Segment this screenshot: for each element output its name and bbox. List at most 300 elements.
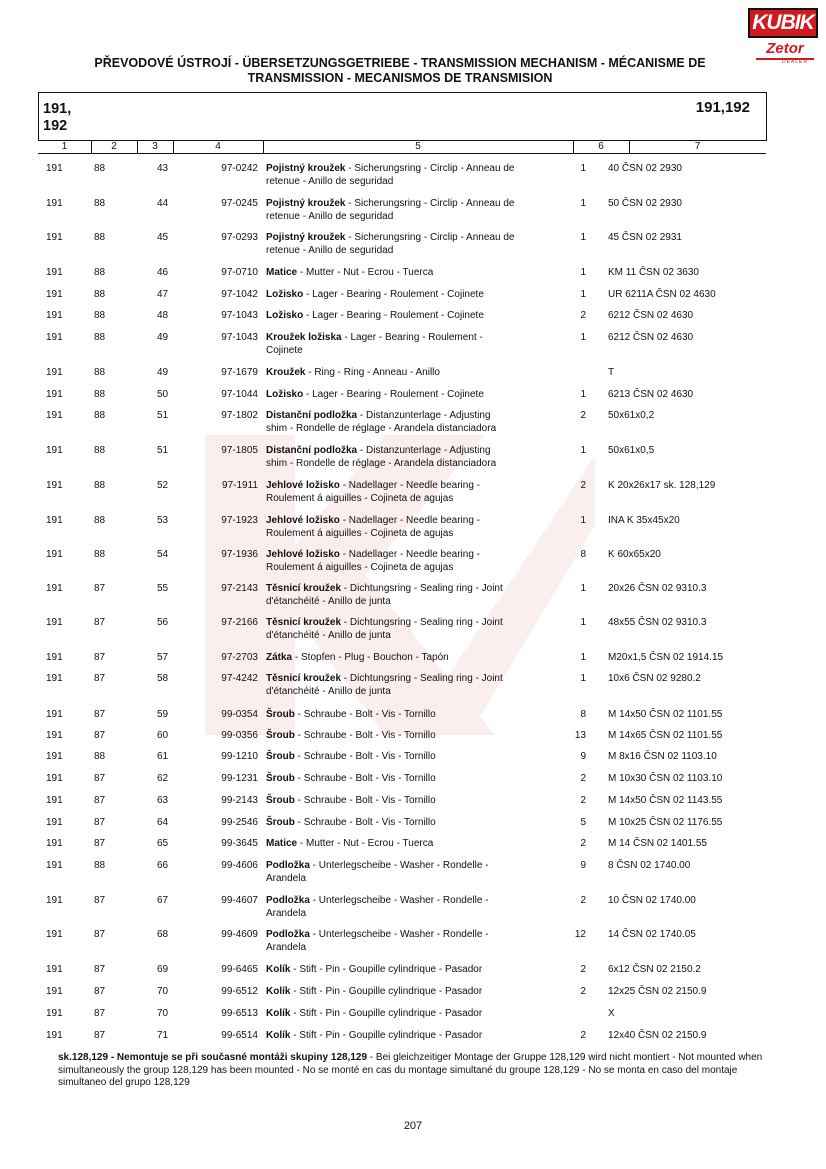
part-translation: - Sicherungsring - Circlip - Anneau de [345,163,515,174]
cell-specification: X [608,1008,615,1019]
part-name: Ložisko [266,310,304,321]
part-translation: - Unterlegscheibe - Washer - Rondelle - [309,895,489,906]
cell-description [266,309,556,322]
cell-col-1: 191 [46,673,63,684]
cell-description [266,266,556,279]
cell-col-3: 60 [157,730,169,741]
cell-description [266,963,556,976]
cell-col-1: 191 [46,480,63,491]
part-name: Šroub [266,795,295,806]
cell-description [266,331,556,357]
cell-col-3: 66 [157,860,169,871]
cell-specification: M 14 ČSN 02 1401.55 [608,838,707,849]
cell-description [266,729,556,742]
page-title-line-2: TRANSMISSION - MECANISMOS DE TRANSMISION [247,71,553,85]
part-name: Těsnicí kroužek [266,583,342,594]
cell-col-2: 88 [94,515,106,526]
cell-col-3: 67 [157,895,169,906]
cell-col-3: 65 [157,838,169,849]
cell-specification: 6212 ČSN 02 4630 [608,310,694,321]
part-translation: - Mutter - Nut - Ecrou - Tuerca [297,267,434,278]
cell-col-1: 191 [46,289,63,300]
part-translation: - Lager - Bearing - Roulement - [341,332,483,343]
cell-col-1: 191 [46,267,63,278]
cell-part-number: 99-6513 [221,1008,258,1019]
cell-quantity: 1 [580,232,586,243]
part-name: Podložka [266,860,310,871]
part-translation: - Schraube - Bolt - Vis - Tornillo [294,709,436,720]
cell-description [266,616,556,642]
cell-col-1: 191 [46,232,63,243]
part-translation: - Dichtungsring - Sealing ring - Joint [341,673,503,684]
cell-specification: M 8x16 ČSN 02 1103.10 [608,751,717,762]
cell-col-1: 191 [46,445,63,456]
part-name: Ložisko [266,389,304,400]
group-number-left-line-2: 192 [43,118,68,134]
part-translation-cont: retenue - Anillo de seguridad [266,211,394,222]
cell-quantity: 1 [580,289,586,300]
column-header-2: 2 [111,141,117,152]
cell-part-number: 97-1805 [221,445,258,456]
footnote-text: - Bei gleichzeitiger Montage der Gruppe 128,129 wird nicht montiert - Not mounted when simultaneously the group 128,129 has been mounted - No se monté en cas du montage simultané du groupe 128,129 - No se monta en caso del montaje simultaneo del grupo 128,129 [58,1052,763,1088]
cell-part-number: 99-1210 [221,751,258,762]
cell-col-1: 191 [46,860,63,871]
cell-col-1: 191 [46,367,63,378]
cell-col-2: 87 [94,964,106,975]
cell-description [266,985,556,998]
part-translation: - Distanzunterlage - Adjusting [357,410,491,421]
cell-part-number: 99-2546 [221,817,258,828]
part-translation: - Ring - Ring - Anneau - Anillo [305,367,440,378]
footnote-bold: sk.128,129 - Nemontuje se při současné montáži skupiny 128,129 [58,1052,368,1063]
part-translation-cont: Cojinete [266,345,303,356]
part-translation: - Lager - Bearing - Roulement - Cojinete [303,389,484,400]
column-header-6: 6 [598,141,604,152]
part-name: Podložka [266,929,310,940]
cell-col-2: 88 [94,410,106,421]
cell-description [266,444,556,470]
cell-col-3: 61 [157,751,169,762]
cell-description [266,548,556,574]
cell-part-number: 97-1043 [221,310,258,321]
cell-specification: INA K 35x45x20 [608,515,680,526]
cell-col-1: 191 [46,709,63,720]
cell-col-3: 68 [157,929,169,940]
cell-part-number: 99-1231 [221,773,258,784]
cell-specification: M 14x50 ČSN 02 1143.55 [608,795,723,806]
cell-col-2: 88 [94,163,106,174]
cell-specification: KM 11 ČSN 02 3630 [608,267,699,278]
cell-description [266,894,556,920]
cell-description [266,388,556,401]
cell-col-2: 88 [94,480,106,491]
cell-description [266,288,556,301]
cell-part-number: 99-0354 [221,709,258,720]
part-name: Zátka [266,652,293,663]
cell-specification: 12x25 ČSN 02 2150.9 [608,986,707,997]
part-translation: - Distanzunterlage - Adjusting [357,445,491,456]
part-name: Kolík [266,964,291,975]
cell-description [266,231,556,257]
cell-description [266,794,556,807]
cell-col-1: 191 [46,549,63,560]
cell-part-number: 97-1044 [221,389,258,400]
cell-col-2: 87 [94,838,106,849]
part-translation: - Unterlegscheibe - Washer - Rondelle - [309,860,489,871]
part-translation-cont: shim - Rondelle de réglage - Arandela distanciadora [266,423,497,434]
part-name: Pojistný kroužek [266,163,346,174]
kubik-zetor-logo [748,8,818,68]
cell-col-3: 43 [157,163,169,174]
cell-quantity: 2 [580,986,586,997]
cell-quantity: 9 [580,860,586,871]
cell-col-3: 53 [157,515,169,526]
cell-specification: 6x12 ČSN 02 2150.2 [608,964,701,975]
cell-specification: T [608,367,615,378]
cell-col-1: 191 [46,986,63,997]
cell-quantity: 2 [580,310,586,321]
cell-col-3: 70 [157,1008,169,1019]
part-name: Pojistný kroužek [266,232,346,243]
cell-part-number: 99-4607 [221,895,258,906]
cell-col-1: 191 [46,795,63,806]
cell-specification: 50x61x0,2 [608,410,655,421]
part-translation-cont: Roulement á aiguilles - Cojineta de agujas [266,562,454,573]
cell-specification: 12x40 ČSN 02 2150.9 [608,1030,707,1041]
part-name: Šroub [266,773,295,784]
cell-col-1: 191 [46,817,63,828]
cell-quantity: 12 [574,929,586,940]
cell-part-number: 99-6465 [221,964,258,975]
cell-col-2: 88 [94,389,106,400]
part-translation: - Stift - Pin - Goupille cylindrique - Pasador [290,964,483,975]
cell-col-2: 87 [94,617,106,628]
cell-quantity: 2 [580,1030,586,1041]
cell-col-2: 87 [94,709,106,720]
cell-quantity: 2 [580,480,586,491]
cell-quantity: 9 [580,751,586,762]
page-number: 207 [403,1120,423,1132]
cell-quantity: 2 [580,773,586,784]
part-translation-cont: retenue - Anillo de seguridad [266,176,394,187]
cell-col-1: 191 [46,515,63,526]
cell-part-number: 99-6514 [221,1030,258,1041]
part-translation-cont: Roulement á aiguilles - Cojineta de agujas [266,493,454,504]
cell-quantity: 1 [580,389,586,400]
part-translation: - Schraube - Bolt - Vis - Tornillo [294,751,436,762]
cell-col-2: 87 [94,583,106,594]
part-translation: - Lager - Bearing - Roulement - Cojinete [303,289,484,300]
part-translation: - Sicherungsring - Circlip - Anneau de [345,232,515,243]
cell-part-number: 97-0710 [221,267,258,278]
cell-part-number: 99-0356 [221,730,258,741]
cell-specification: 10 ČSN 02 1740.00 [608,895,696,906]
column-header-3: 3 [152,141,158,152]
cell-col-3: 44 [157,198,169,209]
cell-quantity: 2 [580,895,586,906]
cell-part-number: 97-1043 [221,332,258,343]
cell-col-2: 87 [94,652,106,663]
cell-col-3: 48 [157,310,169,321]
cell-part-number: 97-4242 [221,673,258,684]
part-name: Jehlové ložisko [266,549,340,560]
cell-description [266,859,556,885]
cell-col-2: 87 [94,730,106,741]
kubik-logo-text: KUBIK [748,8,818,38]
cell-col-3: 58 [157,673,169,684]
cell-specification: K 60x65x20 [608,549,661,560]
cell-quantity: 1 [580,198,586,209]
cell-part-number: 97-2166 [221,617,258,628]
cell-specification: UR 6211A ČSN 02 4630 [608,289,716,300]
cell-col-1: 191 [46,198,63,209]
cell-col-3: 45 [157,232,169,243]
cell-description [266,750,556,763]
cell-specification: 48x55 ČSN 02 9310.3 [608,617,707,628]
cell-quantity: 1 [580,163,586,174]
cell-quantity: 13 [574,730,586,741]
cell-description [266,928,556,954]
cell-quantity: 2 [580,964,586,975]
part-translation: - Nadellager - Needle bearing - [339,549,480,560]
dealer-logo-text: DEALER [782,59,809,65]
cell-part-number: 97-1042 [221,289,258,300]
cell-col-1: 191 [46,332,63,343]
cell-col-2: 87 [94,673,106,684]
part-translation: - Schraube - Bolt - Vis - Tornillo [294,730,436,741]
column-header-5: 5 [415,141,421,152]
cell-col-3: 57 [157,652,169,663]
cell-description [266,816,556,829]
cell-specification: M 14x65 ČSN 02 1101.55 [608,730,723,741]
cell-quantity: 5 [580,817,586,828]
cell-description [266,1029,556,1042]
column-header-7: 7 [694,141,701,152]
cell-specification: 45 ČSN 02 2931 [608,232,682,243]
cell-part-number: 97-1679 [221,367,258,378]
cell-part-number: 99-4606 [221,860,258,871]
part-translation: - Sicherungsring - Circlip - Anneau de [345,198,515,209]
part-translation-cont: retenue - Anillo de seguridad [266,245,394,256]
cell-quantity: 1 [580,617,586,628]
cell-col-3: 46 [157,267,169,278]
cell-specification: M 10x30 ČSN 02 1103.10 [608,773,723,784]
cell-description [266,479,556,505]
cell-part-number: 97-0245 [221,198,258,209]
part-name: Šroub [266,730,295,741]
cell-quantity: 1 [580,583,586,594]
cell-specification: 10x6 ČSN 02 9280.2 [608,673,701,684]
part-translation: - Dichtungsring - Sealing ring - Joint [341,583,503,594]
part-translation-cont: d'étanchéité - Anillo de junta [266,596,391,607]
cell-quantity: 1 [580,673,586,684]
cell-specification: M20x1,5 ČSN 02 1914.15 [608,652,724,663]
part-name: Šroub [266,709,295,720]
cell-col-1: 191 [46,773,63,784]
cell-col-3: 69 [157,964,169,975]
cell-col-2: 88 [94,445,106,456]
cell-col-1: 191 [46,617,63,628]
table-column-header [38,140,766,154]
part-translation: - Schraube - Bolt - Vis - Tornillo [294,817,436,828]
cell-col-3: 49 [157,367,169,378]
cell-part-number: 97-1923 [221,515,258,526]
cell-specification: M 14x50 ČSN 02 1101.55 [608,709,723,720]
cell-col-1: 191 [46,838,63,849]
cell-col-1: 191 [46,1008,63,1019]
cell-description [266,651,556,664]
part-name: Matice [266,267,298,278]
cell-quantity: 1 [580,445,586,456]
cell-quantity: 2 [580,795,586,806]
cell-description [266,772,556,785]
group-header-box [38,92,767,141]
part-name: Šroub [266,817,295,828]
part-name: Kolík [266,1008,291,1019]
cell-quantity: 1 [580,515,586,526]
cell-part-number: 99-4609 [221,929,258,940]
cell-part-number: 97-1911 [222,480,258,491]
cell-col-3: 47 [157,289,169,300]
cell-col-3: 51 [157,410,169,421]
cell-part-number: 97-2703 [221,652,258,663]
cell-specification: 6213 ČSN 02 4630 [608,389,694,400]
cell-col-2: 87 [94,817,106,828]
part-name: Kolík [266,1030,291,1041]
page-title-line-1: PŘEVODOVÉ ÚSTROJÍ - ÜBERSETZUNGSGETRIEBE - TRANSMISSION MECHANISM - MÉCANISME DE [94,56,706,70]
cell-col-2: 87 [94,929,106,940]
part-translation: - Dichtungsring - Sealing ring - Joint [341,617,503,628]
part-translation: - Mutter - Nut - Ecrou - Tuerca [297,838,434,849]
cell-col-2: 87 [94,795,106,806]
cell-part-number: 97-2143 [221,583,258,594]
cell-col-1: 191 [46,895,63,906]
cell-col-1: 191 [46,583,63,594]
part-name: Jehlové ložisko [266,515,340,526]
part-name: Distanční podložka [266,445,358,456]
part-translation: - Unterlegscheibe - Washer - Rondelle - [309,929,489,940]
group-number-right: 191,192 [695,99,750,116]
column-header-4: 4 [215,141,221,152]
part-translation: - Schraube - Bolt - Vis - Tornillo [294,795,436,806]
part-translation-cont: Roulement á aiguilles - Cojineta de agujas [266,528,454,539]
part-name: Kolík [266,986,291,997]
cell-description [266,366,556,379]
cell-quantity: 8 [580,549,586,560]
part-translation: - Schraube - Bolt - Vis - Tornillo [294,773,436,784]
cell-quantity: 1 [580,267,586,278]
part-translation-cont: Arandela [266,873,307,884]
cell-col-2: 87 [94,773,106,784]
column-header-1: 1 [61,141,68,152]
footnote [58,1052,770,1090]
cell-quantity: 1 [580,332,586,343]
cell-description [266,582,556,608]
cell-quantity: 1 [580,652,586,663]
part-translation: - Stift - Pin - Goupille cylindrique - Pasador [290,986,483,997]
cell-part-number: 97-1936 [221,549,258,560]
part-translation: - Stopfen - Plug - Bouchon - Tapón [292,652,449,663]
part-translation-cont: Arandela [266,908,307,919]
cell-col-3: 52 [157,480,169,491]
zetor-logo-text: Zetor [756,40,814,60]
cell-col-2: 88 [94,267,106,278]
cell-quantity: 8 [580,709,586,720]
cell-col-1: 191 [46,410,63,421]
cell-col-1: 191 [46,751,63,762]
cell-specification: 6212 ČSN 02 4630 [608,332,694,343]
group-number-left [43,101,71,135]
cell-col-2: 88 [94,860,106,871]
cell-col-1: 191 [46,163,63,174]
cell-col-2: 88 [94,332,106,343]
cell-col-1: 191 [46,1030,63,1041]
cell-specification: 40 ČSN 02 2930 [608,163,682,174]
part-name: Distanční podložka [266,410,358,421]
cell-col-3: 64 [157,817,169,828]
part-translation-cont: d'étanchéité - Anillo de junta [266,686,391,697]
cell-specification: 50x61x0,5 [608,445,655,456]
cell-col-3: 71 [157,1030,169,1041]
cell-col-1: 191 [46,652,63,663]
cell-part-number: 99-3645 [221,838,258,849]
part-translation: - Stift - Pin - Goupille cylindrique - Pasador [290,1030,483,1041]
cell-description [266,672,556,698]
cell-part-number: 97-0293 [221,232,258,243]
cell-col-2: 87 [94,895,106,906]
part-translation-cont: Arandela [266,942,307,953]
cell-col-3: 59 [157,709,169,720]
cell-description [266,162,556,188]
part-translation-cont: d'étanchéité - Anillo de junta [266,630,391,641]
cell-col-2: 88 [94,310,106,321]
cell-col-1: 191 [46,389,63,400]
cell-col-2: 88 [94,289,106,300]
cell-col-3: 55 [157,583,169,594]
part-name: Matice [266,838,298,849]
cell-part-number: 97-0242 [221,163,258,174]
cell-col-3: 63 [157,795,169,806]
cell-col-2: 88 [94,367,106,378]
part-translation: - Lager - Bearing - Roulement - Cojinete [303,310,484,321]
part-name: Těsnicí kroužek [266,673,342,684]
cell-col-3: 62 [157,773,169,784]
cell-col-1: 191 [46,730,63,741]
cell-col-2: 88 [94,198,106,209]
cell-description [266,409,556,435]
cell-description [266,1007,556,1020]
part-name: Kroužek [266,367,306,378]
cell-col-3: 56 [157,617,169,628]
part-name: Pojistný kroužek [266,198,346,209]
cell-description [266,514,556,540]
part-translation: - Stift - Pin - Goupille cylindrique - Pasador [290,1008,483,1019]
cell-col-2: 88 [94,751,106,762]
cell-col-3: 70 [157,986,169,997]
cell-description [266,708,556,721]
cell-col-3: 50 [157,389,169,400]
cell-specification: 14 ČSN 02 1740.05 [608,929,696,940]
cell-col-2: 88 [94,232,106,243]
group-number-left-line-1: 191, [43,101,72,117]
cell-col-1: 191 [46,964,63,975]
part-name: Podložka [266,895,310,906]
cell-part-number: 99-6512 [221,986,258,997]
part-name: Těsnicí kroužek [266,617,342,628]
part-name: Jehlové ložisko [266,480,340,491]
cell-col-1: 191 [46,929,63,940]
cell-specification: M 10x25 ČSN 02 1176.55 [608,817,723,828]
